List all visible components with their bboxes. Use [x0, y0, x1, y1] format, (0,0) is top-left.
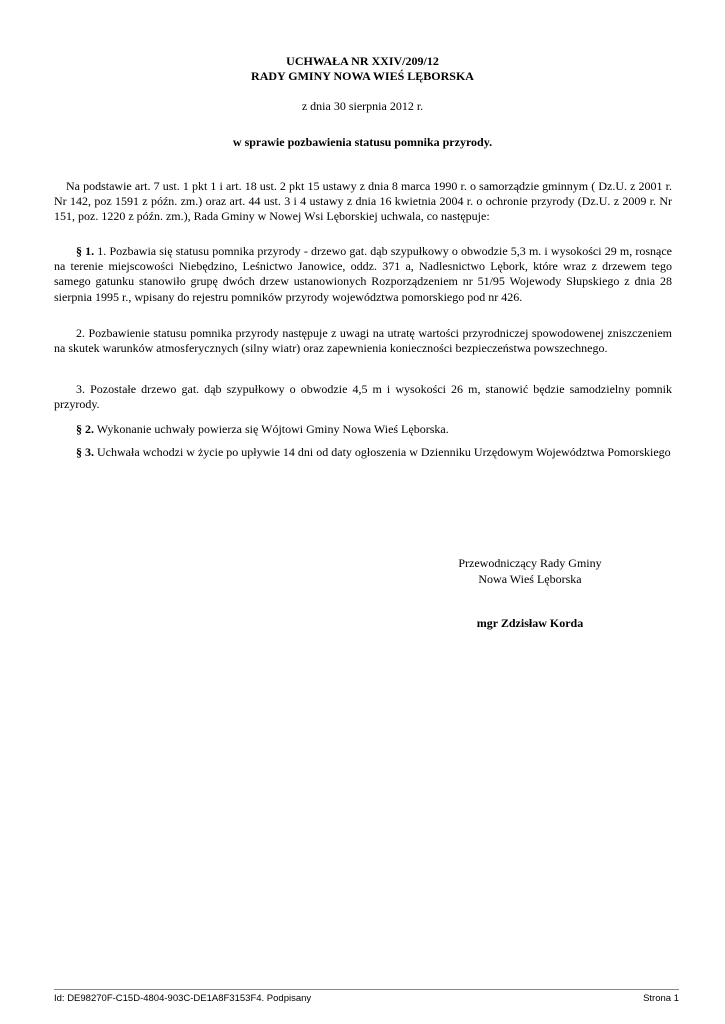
- footer-divider: [54, 989, 679, 990]
- signatory-role-line-2: Nowa Wieś Lęborska: [478, 572, 582, 586]
- section-3-text: Uchwała wchodzi w życie po upływie 14 dni od daty ogłoszenia w Dzienniku Urzędowym Województwa Pomorskiego: [94, 445, 671, 459]
- page-number: Strona 1: [643, 993, 679, 1004]
- section-1-label: § 1.: [76, 244, 95, 258]
- section-2-paragraph: [54, 422, 672, 437]
- section-1-paragraph-1: [54, 244, 672, 305]
- section-1-point-2-text: 2. Pozbawienie statusu pomnika przyrody następuje z uwagi na utratę wartości przyrodniczej spowodowenej zniszczeniem na skutek warunków atmosferycznych (silny wiatr) oraz zapewnienia konieczności bezpieczeństwa powszechnego.: [54, 326, 672, 356]
- section-1-point-1-text: 1. Pozbawia się statusu pomnika przyrody - drzewo gat. dąb szypułkowy o obwodzie 5,3 m. i wysokości 29 m, rosnące na terenie miejscowości Niebędzino, Leśnictwo Janowice, oddz. 371 a, Nadlesnictwo Lębork, które wraz z drzewem tego samego gatunku stanowiło grupę dwóch drzew ustanowionych Rozporządzeniem nr 51/95 Wojewody Słupskiego z dnia 28 sierpnia 1995 r., wpisany do rejestru pomników przyrody województwa pomorskiego pod nr 426.: [54, 244, 673, 304]
- resolution-date: z dnia 30 sierpnia 2012 r.: [301, 99, 424, 113]
- section-1-point-3-text: 3. Pozostałe drzewo gat. dąb szypułkowy o obwodzie 4,5 m i wysokości 26 m, stanowić będzie samodzielny pomnik przyrody.: [54, 382, 672, 412]
- council-name: RADY GMINY NOWA WIEŚ LĘBORSKA: [251, 69, 474, 83]
- intro-text: Na podstawie art. 7 ust. 1 pkt 1 i art. 18 ust. 2 pkt 15 ustawy z dnia 8 marca 1990 r. o samorządzie gminnym ( Dz.U. z 2001 r. Nr 142, poz 1591 z późn. zm.) oraz art. 44 ust. 3 i 4 ustawy z dnia 16 kwietnia 2004 r. o ochronie przyrody (Dz.U. z 2009 r. Nr 151, poz. 1220 z późn. zm.), Rada Gminy w Nowej Wsi Lęborskiej uchwala, co następuje:: [54, 179, 672, 224]
- signatory-name: mgr Zdzisław Korda: [476, 616, 584, 630]
- section-2-text: Wykonanie uchwały powierza się Wójtowi Gminy Nowa Wieś Lęborska.: [94, 422, 449, 436]
- resolution-subject: w sprawie pozbawienia statusu pomnika przyrody.: [232, 135, 493, 149]
- section-1-paragraph-3: [54, 382, 672, 412]
- signatory-role-line-1: Przewodniczący Rady Gminy: [458, 556, 602, 570]
- section-2-label: § 2.: [76, 422, 94, 436]
- section-1-paragraph-2: [54, 326, 672, 356]
- document-id: Id: DE98270F-C15D-4804-903C-DE1A8F3153F4. Podpisany: [54, 993, 312, 1004]
- legal-basis-paragraph: [54, 179, 672, 225]
- section-3-paragraph: [54, 445, 672, 460]
- section-3-label: § 3.: [76, 445, 94, 459]
- resolution-number: UCHWAŁA NR XXIV/209/12: [286, 54, 439, 68]
